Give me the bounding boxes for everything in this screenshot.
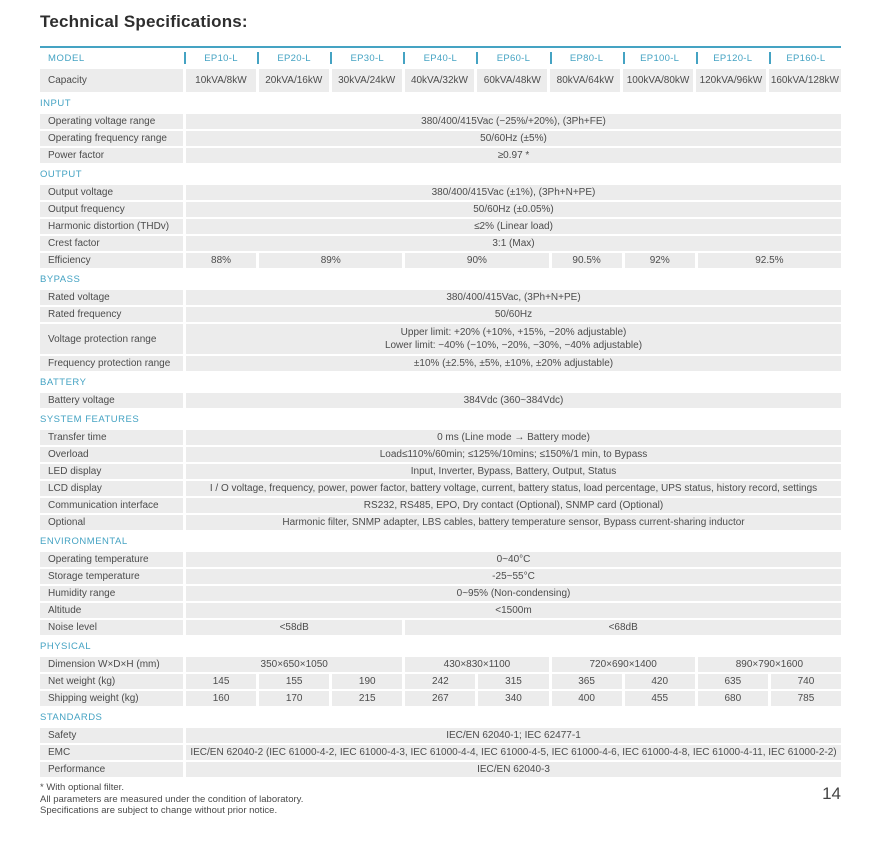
model-column-header: EP100-L	[625, 50, 695, 66]
spec-table	[40, 46, 841, 777]
table-row	[40, 515, 841, 530]
footnote: All parameters are measured under the condition of laboratory.	[40, 793, 304, 805]
row-value: 190	[332, 674, 402, 689]
row-label: EMC	[40, 745, 183, 760]
row-value: 455	[625, 691, 695, 706]
row-value: 120kVA/96kW	[696, 69, 766, 92]
row-label: Capacity	[40, 69, 183, 92]
row-value: 0 ms (Line mode → Battery mode)	[186, 430, 841, 445]
row-value: 90.5%	[552, 253, 622, 268]
table-row	[40, 324, 841, 354]
table-row	[40, 745, 841, 760]
row-value: 10kVA/8kW	[186, 69, 256, 92]
row-value: Load≤110%/60min; ≤125%/10mins; ≤150%/1 min, to Bypass	[186, 447, 841, 462]
table-row	[40, 552, 841, 567]
row-value: 170	[259, 691, 329, 706]
model-column-header: EP30-L	[332, 50, 402, 66]
page-number: 14	[822, 784, 841, 803]
row-label: Rated voltage	[40, 290, 183, 305]
model-column-header: EP80-L	[552, 50, 622, 66]
table-row	[40, 69, 841, 92]
row-value: 380/400/415Vac (±1%), (3Ph+N+PE)	[186, 185, 841, 200]
row-value: Harmonic filter, SNMP adapter, LBS cables, battery temperature sensor, Bypass current-sharing inductor	[186, 515, 841, 530]
section-title: BATTERY	[40, 377, 87, 388]
row-label: Net weight (kg)	[40, 674, 183, 689]
model-column-header: EP60-L	[478, 50, 548, 66]
row-label: Dimension W×D×H (mm)	[40, 657, 183, 672]
row-label: Voltage protection range	[40, 324, 183, 354]
row-value: 242	[405, 674, 475, 689]
row-value: 315	[478, 674, 548, 689]
table-row	[40, 481, 841, 496]
row-value: 785	[771, 691, 841, 706]
row-label: Rated frequency	[40, 307, 183, 322]
row-value: 88%	[186, 253, 256, 268]
row-label: Operating voltage range	[40, 114, 183, 129]
row-value: 40kVA/32kW	[405, 69, 475, 92]
table-row	[40, 498, 841, 513]
row-value: 30kVA/24kW	[332, 69, 402, 92]
row-label: Transfer time	[40, 430, 183, 445]
table-row	[40, 657, 841, 672]
row-label: Humidity range	[40, 586, 183, 601]
row-label: Overload	[40, 447, 183, 462]
row-value: 340	[478, 691, 548, 706]
row-label: Output voltage	[40, 185, 183, 200]
table-row	[40, 447, 841, 462]
row-value: 3:1 (Max)	[186, 236, 841, 251]
row-label: Performance	[40, 762, 183, 777]
table-row	[40, 114, 841, 129]
footnotes	[40, 782, 841, 817]
row-value-line: Lower limit: −40% (−10%, −20%, −30%, −40% adjustable)	[384, 340, 643, 351]
model-header-label: MODEL	[48, 52, 85, 64]
model-column-header: EP20-L	[259, 50, 329, 66]
row-value: IEC/EN 62040-2 (IEC 61000-4-2, IEC 61000-4-3, IEC 61000-4-4, IEC 61000-4-5, IEC 61000-4-6, IEC 61000-4-8, IEC 61000-4-11, IEC 61000-2-2)	[186, 745, 841, 760]
table-row	[40, 219, 841, 234]
table-row	[40, 148, 841, 163]
row-value: 720×690×1400	[552, 657, 695, 672]
row-value: 100kVA/80kW	[623, 69, 693, 92]
table-row	[40, 674, 841, 689]
row-value: 92%	[625, 253, 695, 268]
row-value: 50/60Hz (±0.05%)	[186, 202, 841, 217]
table-row	[40, 307, 841, 322]
table-row	[40, 603, 841, 618]
row-value: 680	[698, 691, 768, 706]
row-value: 380/400/415Vac, (3Ph+N+PE)	[186, 290, 841, 305]
row-label: Battery voltage	[40, 393, 183, 408]
row-value: IEC/EN 62040-3	[186, 762, 841, 777]
row-label: LED display	[40, 464, 183, 479]
section-title: BYPASS	[40, 274, 81, 285]
row-value: 60kVA/48kW	[477, 69, 547, 92]
row-label: Shipping weight (kg)	[40, 691, 183, 706]
row-label: LCD display	[40, 481, 183, 496]
row-value: 50/60Hz	[186, 307, 841, 322]
section-title: SYSTEM FEATURES	[40, 414, 140, 425]
row-value: 890×790×1600	[698, 657, 841, 672]
row-label: Storage temperature	[40, 569, 183, 584]
table-row	[40, 202, 841, 217]
row-value-line: Upper limit: +20% (+10%, +15%, −20% adjustable)	[400, 327, 627, 338]
row-value: 267	[405, 691, 475, 706]
row-value: 160kVA/128kW	[769, 69, 841, 92]
table-row	[40, 236, 841, 251]
table-row	[40, 253, 841, 268]
row-value: 400	[552, 691, 622, 706]
page-footer	[40, 782, 841, 817]
table-row	[40, 728, 841, 743]
table-row	[40, 586, 841, 601]
table-row	[40, 691, 841, 706]
row-label: Safety	[40, 728, 183, 743]
table-header-row	[40, 46, 841, 66]
row-value: 90%	[405, 253, 548, 268]
row-value: 160	[186, 691, 256, 706]
row-value: 20kVA/16kW	[259, 69, 329, 92]
row-label: Output frequency	[40, 202, 183, 217]
row-value: 635	[698, 674, 768, 689]
footnote: * With optional filter.	[40, 782, 124, 793]
table-body	[40, 69, 841, 777]
row-label: Operating frequency range	[40, 131, 183, 146]
row-value: 92.5%	[698, 253, 841, 268]
row-label: Optional	[40, 515, 183, 530]
row-value: 380/400/415Vac (−25%/+20%), (3Ph+FE)	[186, 114, 841, 129]
row-value: 0~95% (Non-condensing)	[186, 586, 841, 601]
row-value: 0~40°C	[186, 552, 841, 567]
row-value: 740	[771, 674, 841, 689]
table-row	[40, 393, 841, 408]
table-row	[40, 430, 841, 445]
model-column-header: EP160-L	[771, 50, 841, 66]
row-label: Power factor	[40, 148, 183, 163]
model-column-header: EP120-L	[698, 50, 768, 66]
row-value: Input, Inverter, Bypass, Battery, Output, Status	[186, 464, 841, 479]
row-label: Altitude	[40, 603, 183, 618]
table-row	[40, 464, 841, 479]
table-row	[40, 356, 841, 371]
row-value: 89%	[259, 253, 402, 268]
row-label: Operating temperature	[40, 552, 183, 567]
row-value: <1500m	[186, 603, 841, 618]
row-value: 145	[186, 674, 256, 689]
row-value: ±10% (±2.5%, ±5%, ±10%, ±20% adjustable)	[186, 356, 841, 371]
row-value: 420	[625, 674, 695, 689]
row-value: <68dB	[405, 620, 841, 635]
row-value: 384Vdc (360~384Vdc)	[186, 393, 841, 408]
section-title: OUTPUT	[40, 169, 83, 180]
table-row	[40, 620, 841, 635]
table-row	[40, 290, 841, 305]
table-row	[40, 131, 841, 146]
model-column-header: EP10-L	[186, 50, 256, 66]
row-label: Noise level	[40, 620, 183, 635]
table-row	[40, 762, 841, 777]
row-value: IEC/EN 62040-1; IEC 62477-1	[186, 728, 841, 743]
row-value: 80kVA/64kW	[550, 69, 620, 92]
footnote: Specifications are subject to change without prior notice.	[40, 805, 278, 816]
row-value: RS232, RS485, EPO, Dry contact (Optional), SNMP card (Optional)	[186, 498, 841, 513]
row-value: -25~55°C	[186, 569, 841, 584]
section-title: INPUT	[40, 98, 71, 109]
row-value: <58dB	[186, 620, 402, 635]
page-title: Technical Specifications:	[40, 12, 248, 31]
row-value: 215	[332, 691, 402, 706]
section-title: STANDARDS	[40, 712, 103, 723]
row-value: 350×650×1050	[186, 657, 402, 672]
table-row	[40, 185, 841, 200]
row-label: Communication interface	[40, 498, 183, 513]
row-value: 365	[552, 674, 622, 689]
section-title: ENVIRONMENTAL	[40, 536, 128, 547]
row-label: Harmonic distortion (THDv)	[40, 219, 183, 234]
table-row	[40, 569, 841, 584]
model-column-header: EP40-L	[405, 50, 475, 66]
row-value: 430×830×1100	[405, 657, 548, 672]
row-label: Efficiency	[40, 253, 183, 268]
row-value: ≤2% (Linear load)	[186, 219, 841, 234]
row-label: Crest factor	[40, 236, 183, 251]
row-value: I / O voltage, frequency, power, power factor, battery voltage, current, battery status, load percentage, UPS status, history record, settings	[186, 481, 841, 496]
row-value	[186, 324, 841, 354]
row-value: ≥0.97 *	[186, 148, 841, 163]
row-label: Frequency protection range	[40, 356, 183, 371]
section-title: PHYSICAL	[40, 641, 91, 652]
row-value: 50/60Hz (±5%)	[186, 131, 841, 146]
row-value: 155	[259, 674, 329, 689]
